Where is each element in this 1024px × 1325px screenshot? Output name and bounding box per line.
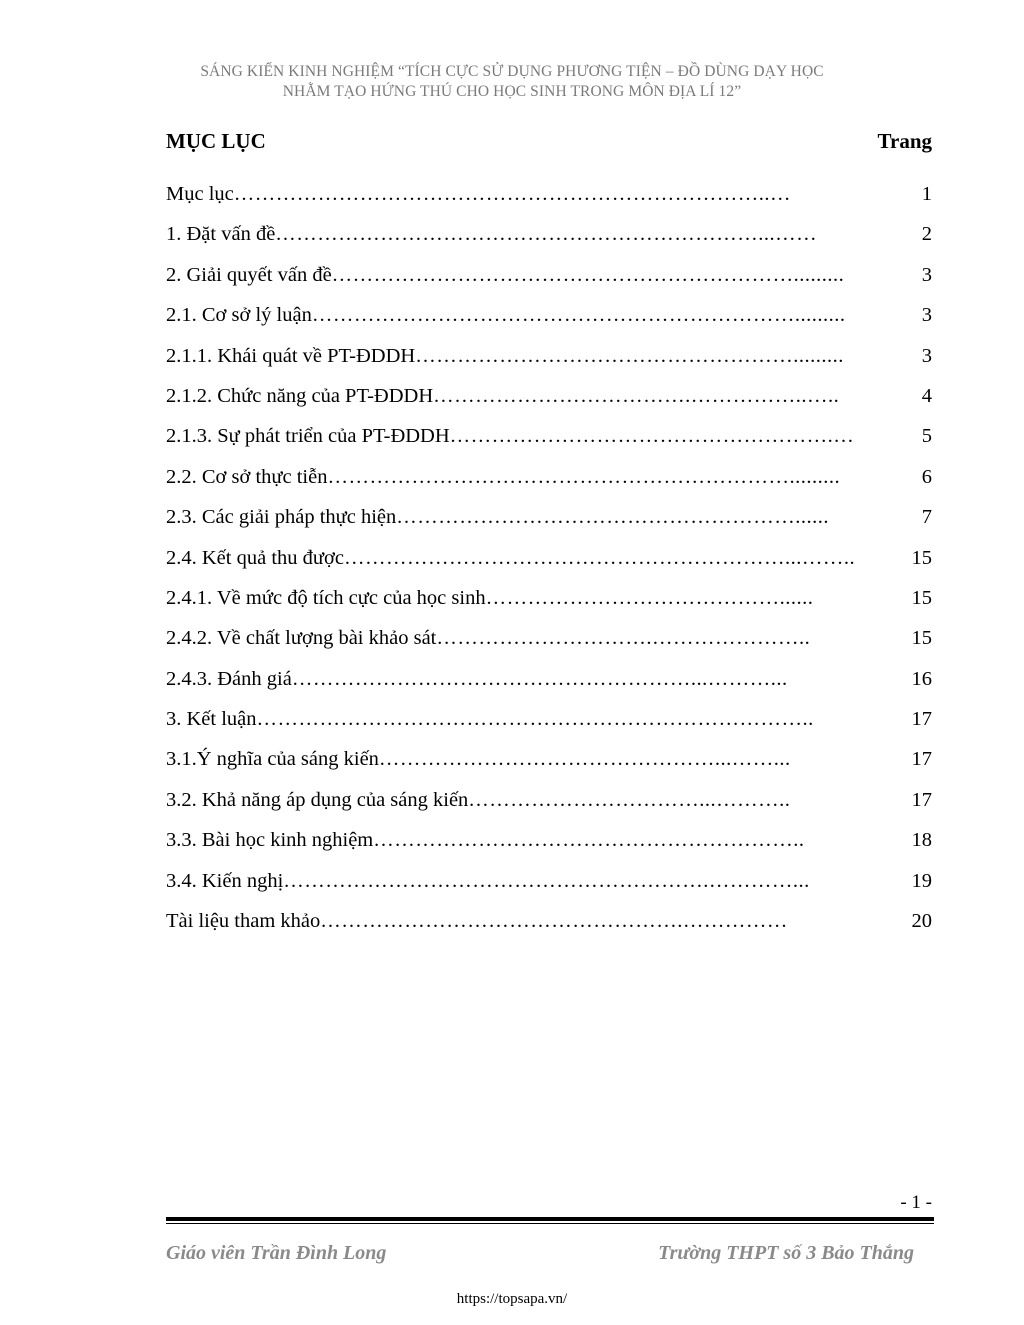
document-header [0, 62, 1024, 102]
toc-entry-page: 15 [911, 546, 932, 569]
toc-entry-page: 4 [921, 384, 932, 407]
toc-entry-leader: …………………………………………...……... [378, 748, 791, 771]
toc-entry-label: 2.4. Kết quả thu được [166, 546, 344, 569]
toc-entry[interactable] [166, 181, 932, 221]
footer-rule-thick [166, 1217, 934, 1221]
toc-title-row [166, 128, 932, 154]
toc-entry[interactable] [166, 585, 932, 625]
toc-entry[interactable] [166, 545, 932, 585]
toc-entry-leader: ……………………………...……….. [468, 788, 791, 811]
toc-entry-page: 18 [911, 829, 932, 852]
toc-entry[interactable] [166, 706, 932, 746]
toc-entry-label: Tài liệu tham khảo [166, 910, 321, 933]
toc-entry-page: 17 [911, 708, 932, 731]
toc-entry-label: 3.3. Bài học kinh nghiệm [166, 829, 374, 852]
toc-entry-label: 3.2. Khả năng áp dụng của sáng kiến [166, 788, 469, 811]
footer-rule-thin [166, 1223, 934, 1224]
toc-entry-page: 3 [921, 263, 932, 286]
toc-entry-page: 16 [911, 667, 932, 690]
toc-entry[interactable] [166, 423, 932, 463]
toc-entry-page: 7 [921, 506, 932, 529]
toc-entry-leader: …………………………………………………….…………... [283, 869, 810, 892]
toc-entry-label: 2. Giải quyết vấn đề [166, 263, 332, 286]
toc-entry-leader: ……………………………………...... [485, 586, 814, 609]
toc-entry-label: 2.1.1. Khái quát về PT-ĐDDH [166, 344, 416, 367]
toc-entry-page: 20 [911, 910, 932, 933]
toc-entry[interactable] [166, 221, 932, 261]
toc-entry-label: 2.4.2. Về chất lượng bài khảo sát [166, 627, 437, 650]
toc-entry-page: 2 [921, 223, 932, 246]
toc-entry-leader: …………………………………………………………………..… [233, 183, 791, 205]
toc-entry-leader: …………………………………………………….. [373, 829, 805, 852]
toc-entry[interactable] [166, 908, 932, 948]
toc-entry[interactable] [166, 666, 932, 706]
toc-entry-leader: ……………………………………………………………...…… [275, 223, 818, 246]
toc-entry[interactable] [166, 262, 932, 302]
toc-entry-leader: ………………………….………………….. [436, 627, 811, 650]
toc-entry[interactable] [166, 343, 932, 383]
toc-entry-label: 3. Kết luận [166, 708, 257, 731]
toc-entry-leader: ……………………………….……………..….. [433, 384, 840, 407]
toc-entry[interactable] [166, 787, 932, 827]
toc-entry-leader: …………………………………………………………......... [331, 263, 845, 286]
toc-entry-leader: ……………………………………………………………......... [311, 304, 846, 327]
toc-entry-leader: ……………………………………………….… [449, 425, 855, 448]
toc-entry-label: 3.4. Kiến nghị [166, 869, 284, 892]
toc-entry-leader: ………………………………………………......... [415, 344, 844, 367]
toc-entry-label: 2.3. Các giải pháp thực hiện [166, 506, 397, 529]
toc-entry[interactable] [166, 302, 932, 342]
toc-entry-label: Mục lục [166, 183, 234, 205]
source-url[interactable]: https://topsapa.vn/ [456, 1291, 568, 1307]
toc-entry-page: 19 [911, 869, 932, 892]
toc-entry-label: 2.4.3. Đánh giá [166, 667, 292, 690]
toc-entry-label: 3.1.Ý nghĩa của sáng kiến [166, 748, 379, 771]
toc-entry-page: 17 [911, 788, 932, 811]
toc-entry-page: 15 [911, 586, 932, 609]
toc-entry-leader: ………………………………………………………...…….. [343, 546, 856, 569]
toc-entry-page: 5 [921, 425, 932, 448]
page-number: - 1 - [900, 1192, 932, 1213]
toc-entry[interactable] [166, 383, 932, 423]
toc-page-heading: Trang [877, 129, 932, 153]
toc-entry[interactable] [166, 625, 932, 665]
toc-entry-label: 2.4.1. Về mức độ tích cực của học sinh [166, 586, 486, 609]
toc-entry-leader: …………………………………………………………......... [327, 465, 841, 488]
toc-entry-page: 3 [921, 344, 932, 367]
toc-entry[interactable] [166, 746, 932, 786]
toc-entry-leader: …………………………………………………...... [396, 506, 830, 529]
toc-entry[interactable] [166, 868, 932, 908]
toc-entry-leader: …………………………………………………...………... [291, 667, 788, 690]
toc-title: MỤC LỤC [166, 129, 266, 153]
toc-entry[interactable] [166, 827, 932, 867]
toc-entry-label: 1. Đặt vấn đề [166, 223, 276, 246]
toc-entry-page: 6 [921, 465, 932, 488]
toc-entry[interactable] [166, 464, 932, 504]
header-line-2: NHẰM TẠO HỨNG THÚ CHO HỌC SINH TRONG MÔN ĐỊA LÍ 12” [282, 83, 742, 100]
toc-entry-page: 1 [921, 183, 932, 205]
toc-entry-leader: …………………………………………………………………….. [256, 708, 814, 731]
toc-entry-label: 2.2. Cơ sở thực tiễn [166, 465, 328, 488]
toc-entry-label: 2.1.2. Chức năng của PT-ĐDDH [166, 384, 434, 407]
footer-teacher: Giáo viên Trần Đình Long [166, 1242, 387, 1264]
toc-list [166, 181, 932, 948]
toc-entry-label: 2.1.3. Sự phát triển của PT-ĐDDH [166, 425, 450, 448]
toc-entry-label: 2.1. Cơ sở lý luận [166, 304, 312, 327]
toc-entry-page: 3 [921, 304, 932, 327]
toc-entry-page: 17 [911, 748, 932, 771]
footer-school: Trường THPT số 3 Bảo Thắng [658, 1242, 914, 1264]
toc-entry-leader: …………………………………………….…………… [320, 910, 788, 933]
toc-entry-page: 15 [911, 627, 932, 650]
toc-entry[interactable] [166, 504, 932, 544]
header-line-1: SÁNG KIẾN KINH NGHIỆM “TÍCH CỰC SỬ DỤNG PHƯƠNG TIỆN – ĐỒ DÙNG DẠY HỌC [200, 63, 824, 80]
